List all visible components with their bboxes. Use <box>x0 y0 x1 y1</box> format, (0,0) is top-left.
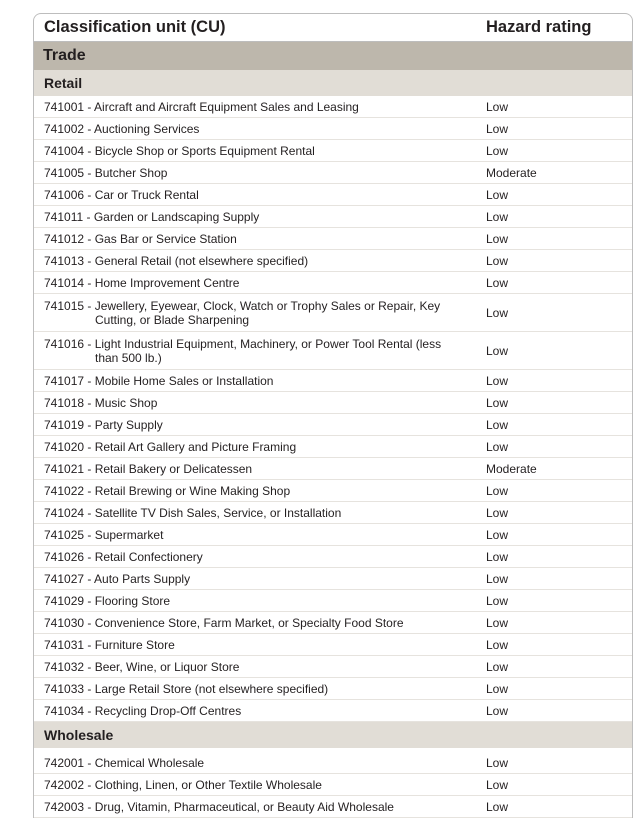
hazard-rating-cell: Low <box>486 253 509 268</box>
hazard-rating-cell: Low <box>486 99 509 114</box>
subsector-heading-retail: Retail <box>34 70 632 96</box>
hazard-rating-cell: Low <box>486 343 509 358</box>
classification-unit-cell <box>34 437 486 457</box>
classification-unit-cell <box>34 296 486 330</box>
table-row <box>34 590 632 612</box>
hazard-rating-table <box>33 13 633 818</box>
classification-unit-text: 741030 - Convenience Store, Farm Market, or Specialty Food Store <box>44 615 404 630</box>
hazard-rating-cell: Low <box>486 637 509 652</box>
hazard-rating-cell: Low <box>486 571 509 586</box>
classification-unit-text: 741024 - Satellite TV Dish Sales, Service, or Installation <box>44 505 342 520</box>
table-row <box>34 294 632 332</box>
table-row <box>34 370 632 392</box>
hazard-rating-cell: Low <box>486 417 509 432</box>
classification-unit-cell <box>34 525 486 545</box>
classification-unit-cell <box>34 797 486 817</box>
retail-rows <box>34 96 632 722</box>
table-row <box>34 458 632 480</box>
hazard-rating-cell: Low <box>486 373 509 388</box>
classification-unit-text: 741020 - Retail Art Gallery and Picture Framing <box>44 439 297 454</box>
table-row <box>34 700 632 722</box>
table-row <box>34 332 632 370</box>
classification-unit-cell <box>34 273 486 293</box>
hazard-rating-cell: Low <box>486 681 509 696</box>
table-row <box>34 524 632 546</box>
table-header <box>34 14 632 42</box>
table-row <box>34 678 632 700</box>
subsector-heading-wholesale: Wholesale <box>34 722 632 748</box>
classification-unit-text: 741033 - Large Retail Store (not elsewhere specified) <box>44 681 329 696</box>
table-row <box>34 162 632 184</box>
classification-unit-cell <box>34 569 486 589</box>
classification-unit-cell <box>34 481 486 501</box>
classification-unit-text: 742003 - Drug, Vitamin, Pharmaceutical, or Beauty Aid Wholesale <box>44 799 394 814</box>
classification-unit-cell <box>34 679 486 699</box>
hazard-rating-cell: Low <box>486 703 509 718</box>
hazard-rating-cell: Low <box>486 395 509 410</box>
classification-unit-text: 741002 - Auctioning Services <box>44 121 200 136</box>
table-row <box>34 774 632 796</box>
classification-unit-text: 741012 - Gas Bar or Service Station <box>44 231 237 246</box>
classification-unit-cell <box>34 591 486 611</box>
hazard-rating-cell: Low <box>486 527 509 542</box>
table-row <box>34 272 632 294</box>
table-row <box>34 392 632 414</box>
classification-unit-text: 741005 - Butcher Shop <box>44 165 168 180</box>
table-row <box>34 568 632 590</box>
hazard-rating-cell: Moderate <box>486 165 537 180</box>
classification-unit-text: 741016 - Light Industrial Equipment, Machinery, or Power Tool Rental (less <box>44 336 442 351</box>
classification-unit-text: 741014 - Home Improvement Centre <box>44 275 240 290</box>
classification-unit-text: 741004 - Bicycle Shop or Sports Equipment Rental <box>44 143 315 158</box>
classification-unit-text: 741022 - Retail Brewing or Wine Making Shop <box>44 483 291 498</box>
classification-unit-cell <box>34 251 486 271</box>
classification-unit-cell <box>34 185 486 205</box>
table-row <box>34 228 632 250</box>
hazard-rating-cell: Low <box>486 121 509 136</box>
classification-unit-text: 741001 - Aircraft and Aircraft Equipment Sales and Leasing <box>44 99 359 114</box>
hazard-rating-cell: Low <box>486 593 509 608</box>
classification-unit-text: 741006 - Car or Truck Rental <box>44 187 199 202</box>
classification-unit-text-continued: than 500 lb.) <box>95 350 162 365</box>
classification-unit-cell <box>34 547 486 567</box>
hazard-rating-cell: Low <box>486 231 509 246</box>
table-row <box>34 140 632 162</box>
classification-unit-text: 742001 - Chemical Wholesale <box>44 755 205 770</box>
classification-unit-cell <box>34 503 486 523</box>
classification-unit-cell <box>34 753 486 773</box>
classification-unit-text: 741032 - Beer, Wine, or Liquor Store <box>44 659 240 674</box>
classification-unit-text: 741034 - Recycling Drop-Off Centres <box>44 703 242 718</box>
hazard-rating-cell: Low <box>486 483 509 498</box>
classification-unit-text: 741019 - Party Supply <box>44 417 163 432</box>
hazard-rating-cell: Low <box>486 275 509 290</box>
hazard-rating-cell: Low <box>486 659 509 674</box>
hazard-rating-cell: Low <box>486 755 509 770</box>
classification-unit-text: 741013 - General Retail (not elsewhere specified) <box>44 253 309 268</box>
classification-unit-text: 741015 - Jewellery, Eyewear, Clock, Watch or Trophy Sales or Repair, Key <box>44 298 441 313</box>
classification-unit-cell <box>34 459 486 479</box>
table-row <box>34 250 632 272</box>
table-row <box>34 414 632 436</box>
classification-unit-text: 741029 - Flooring Store <box>44 593 171 608</box>
classification-unit-cell <box>34 229 486 249</box>
classification-unit-cell <box>34 141 486 161</box>
table-row <box>34 546 632 568</box>
hazard-rating-cell: Low <box>486 799 509 814</box>
classification-unit-cell <box>34 657 486 677</box>
column-header-classification-unit: Classification unit (CU) <box>44 18 226 36</box>
table-row <box>34 96 632 118</box>
hazard-rating-cell: Low <box>486 305 509 320</box>
classification-unit-cell <box>34 371 486 391</box>
hazard-rating-cell: Moderate <box>486 461 537 476</box>
table-row <box>34 206 632 228</box>
table-row <box>34 796 632 818</box>
table-row <box>34 612 632 634</box>
table-row <box>34 118 632 140</box>
classification-unit-cell <box>34 207 486 227</box>
classification-unit-text: 741017 - Mobile Home Sales or Installation <box>44 373 274 388</box>
classification-unit-cell <box>34 97 486 117</box>
classification-unit-text-continued: Cutting, or Blade Sharpening <box>95 312 250 327</box>
hazard-rating-cell: Low <box>486 143 509 158</box>
classification-unit-cell <box>34 163 486 183</box>
table-row <box>34 436 632 458</box>
wholesale-rows <box>34 752 632 818</box>
hazard-rating-cell: Low <box>486 505 509 520</box>
classification-unit-text: 741026 - Retail Confectionery <box>44 549 203 564</box>
hazard-rating-cell: Low <box>486 187 509 202</box>
hazard-rating-cell: Low <box>486 777 509 792</box>
classification-unit-cell <box>34 613 486 633</box>
classification-unit-cell <box>34 119 486 139</box>
hazard-rating-cell: Low <box>486 549 509 564</box>
column-header-hazard-rating: Hazard rating <box>486 18 592 36</box>
table-row <box>34 480 632 502</box>
classification-unit-cell <box>34 334 486 368</box>
hazard-rating-cell: Low <box>486 615 509 630</box>
classification-unit-text: 741011 - Garden or Landscaping Supply <box>44 209 260 224</box>
hazard-rating-cell: Low <box>486 209 509 224</box>
classification-unit-cell <box>34 635 486 655</box>
classification-unit-text: 741031 - Furniture Store <box>44 637 175 652</box>
classification-unit-text: 742002 - Clothing, Linen, or Other Textile Wholesale <box>44 777 322 792</box>
classification-unit-text: 741018 - Music Shop <box>44 395 158 410</box>
classification-unit-cell <box>34 415 486 435</box>
sector-heading: Trade <box>34 42 632 70</box>
classification-unit-cell <box>34 701 486 721</box>
classification-unit-text: 741025 - Supermarket <box>44 527 164 542</box>
classification-unit-cell <box>34 775 486 795</box>
classification-unit-text: 741027 - Auto Parts Supply <box>44 571 191 586</box>
table-row <box>34 184 632 206</box>
table-row <box>34 752 632 774</box>
table-row <box>34 502 632 524</box>
table-row <box>34 634 632 656</box>
classification-unit-text: 741021 - Retail Bakery or Delicatessen <box>44 461 253 476</box>
table-row <box>34 656 632 678</box>
classification-unit-cell <box>34 393 486 413</box>
hazard-rating-cell: Low <box>486 439 509 454</box>
